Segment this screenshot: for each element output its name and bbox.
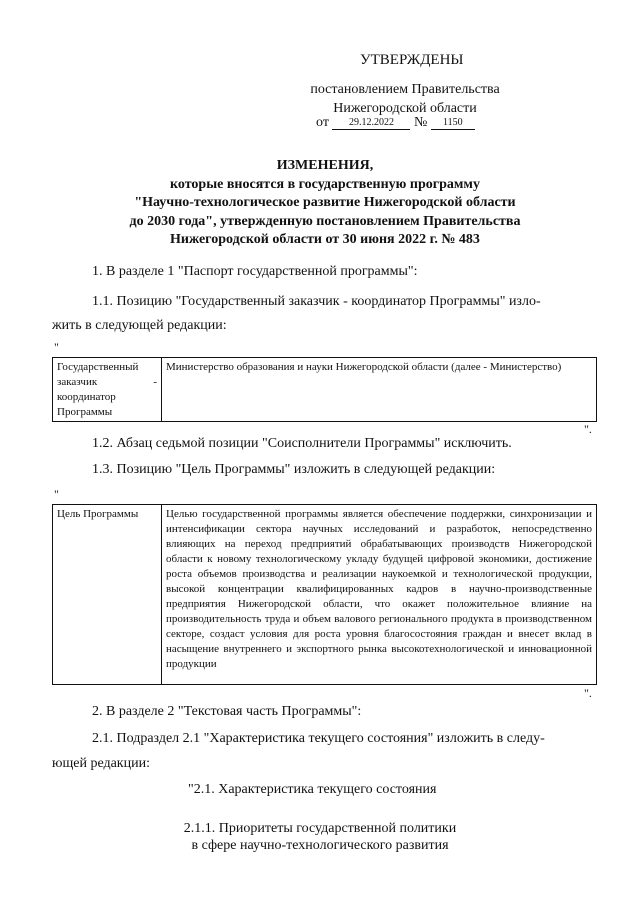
paragraph-1-1-a: 1.1. Позицию "Государственный заказчик - координатор Программы" изло- — [92, 294, 541, 309]
date-number-line — [316, 115, 475, 131]
decree-number: 1150 — [431, 116, 475, 130]
paragraph-2-1-b: ющей редакции: — [52, 756, 150, 771]
decree-date: 29.12.2022 — [332, 116, 410, 130]
approved-by — [300, 80, 510, 118]
title-line1: ИЗМЕНЕНИЯ, — [276, 158, 374, 173]
open-quote-2: " — [54, 487, 59, 501]
table2-left-cell: Цель Программы — [53, 505, 162, 685]
paragraph-1-1-b: жить в следующей редакции: — [52, 318, 227, 333]
document-title — [120, 157, 530, 250]
paragraph-1: 1. В разделе 1 "Паспорт государственной программы": — [92, 264, 418, 279]
title-line2: которые вносятся в государственную программу — [170, 176, 480, 192]
close-quote-2: ". — [584, 686, 592, 700]
approved-by-line1: постановлением Правительства — [310, 82, 500, 97]
subsubsection-heading — [130, 820, 510, 854]
approved-label: УТВЕРЖДЕНЫ — [360, 52, 464, 68]
paragraph-1-2: 1.2. Абзац седьмой позиции "Соисполнители Программы" исключить. — [92, 436, 512, 451]
number-sign: № — [413, 115, 428, 130]
paragraph-1-3: 1.3. Позицию "Цель Программы" изложить в следующей редакции: — [92, 462, 496, 477]
subsection-heading: "2.1. Характеристика текущего состояния — [188, 782, 437, 797]
paragraph-2-1-a: 2.1. Подраздел 2.1 "Характеристика текущего состояния" изложить в следу- — [92, 731, 545, 746]
date-prefix: от — [316, 115, 329, 130]
paragraph-2: 2. В разделе 2 "Текстовая часть Программы": — [92, 704, 362, 719]
title-line5: Нижегородской области от 30 июня 2022 г. № 483 — [170, 232, 480, 247]
table1-left-cell: Государственный заказчик - координатор Программы — [53, 358, 162, 422]
title-line3: "Научно-технологическое развитие Нижегородской области — [134, 195, 516, 210]
approved-by-line2: Нижегородской области — [333, 101, 477, 116]
table2-right-cell: Целью государственной программы является обеспечение поддержки, синхронизации и интенсификации сектора научных исследований и разработок, непосредственно влияющих на переход предприятий обрабатывающих производств Нижегородской области к новому технологическому укладу будущей цифровой экономики, достижение роста объемов производства и реализации наукоемкой и технологической продукции, высокой концентрации квалифицированных кадров в научно-производственные предприятия Нижегородской области, что окажет положительное влияние на производительность труда и объем валового регионального продукта в производственном секторе, создаст условия для роста уровня благосостояния граждан и внесет вклад в насыщение внутреннего и экспортного рынка высокотехнологической и инновационной продукции — [162, 505, 597, 685]
open-quote: " — [54, 340, 59, 354]
table-customer-coordinator — [52, 357, 597, 422]
table1-right-cell: Министерство образования и науки Нижегородской области (далее - Министерство) — [162, 358, 597, 422]
subsubsection-line2: в сфере научно-технологического развития — [191, 838, 449, 853]
subsubsection-line1: 2.1.1. Приоритеты государственной политики — [183, 821, 457, 836]
table-program-goal — [52, 504, 597, 685]
title-line4: до 2030 года", утвержденную постановлением Правительства — [129, 213, 521, 229]
close-quote-1: ". — [584, 422, 592, 436]
